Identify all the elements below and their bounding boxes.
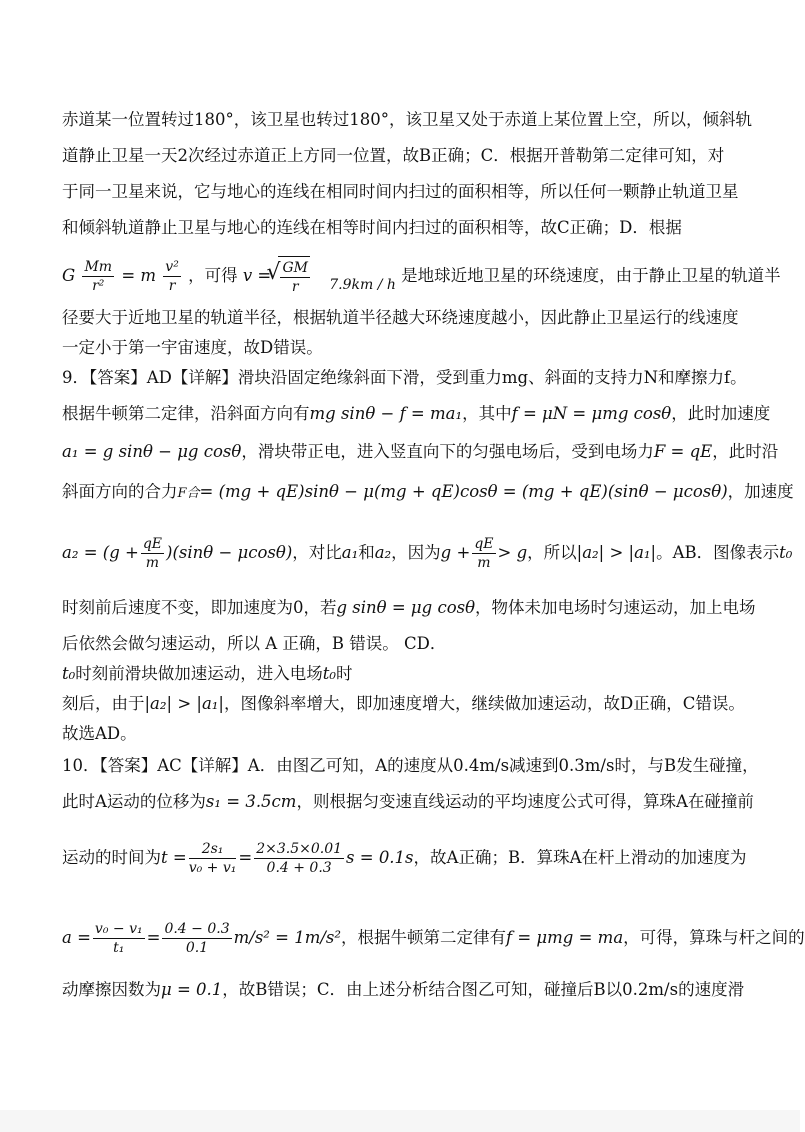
text-line-3: 于同一卫星来说，它与地心的连线在相同时间内扫过的面积相等，所以任何一颗静止轨道卫星	[62, 182, 739, 201]
text-line-13: 时刻前后速度不变，即加速度为0，若g sinθ = μg cosθ，物体未加电场时匀速运动，加上电场	[62, 598, 756, 617]
text-line-15: t₀时刻前滑块做加速运动，进入电场t₀时	[62, 664, 353, 683]
text-line-12: a₂ = (g + $\frac{qE}{m}$ )(sinθ − μcosθ)，对比a₁和a₂，因为g + $\frac{qE}{m}$ > g，所以|a₂| > |a₁|。AB．图像表示t₀	[62, 536, 793, 571]
text-line-21: a = $\frac{\text{v₀ − v₁}}{\text{t₁}}$ = $\frac{0.4 - 0.3}{0.1}$ m/s² = 1m/s²，根据牛顿第二定律有f = μmg = ma，可得，算珠与杆之间的	[62, 921, 805, 956]
text-line-q10: 10．【答案】AC【详解】A．由图乙可知，A的速度从0.4m/s减速到0.3m/s时，与B发生碰撞，	[62, 756, 759, 775]
fraction-v2: $\frac{\text{v²}}{r}$	[165, 259, 179, 294]
text-line-4: 和倾斜轨道静止卫星与地心的连线在相等时间内扫过的面积相等，故C正确；D．根据	[62, 218, 682, 237]
text-line-9: 根据牛顿第二定律，沿斜面方向有mg sinθ − f = ma₁，其中f = μN = μmg cosθ，此时加速度	[62, 404, 771, 423]
formula-G: G	[62, 266, 76, 285]
text-line-20: 运动的时间为t = $\frac{\text{2s₁}}{\text{v₀ + v₁}}$ = $\frac{2\times 3.5\times 0.01}{0.4 + 0.3}$ s = 0.1s，故A正确；B．算珠A在杆上滑动的加速度为	[62, 841, 747, 876]
fraction-Mm: $\frac{Mm}{\text{r²}}$	[84, 259, 113, 294]
text-line-2: 道静止卫星一天2次经过赤道正上方同一位置，故B正确；C．根据开普勒第二定律可知，对	[62, 146, 725, 165]
text-line-14: 后依然会做匀速运动，所以 A 正确，B 错误。 CD．	[62, 634, 447, 653]
formula-line-gravitation: G $\frac{Mm}{\text{r²}}$ = m $\frac{\text{v²}}{r}$ ，可得 v = √ $\frac{GM}{r}$ $_{7.9km / h}$ 是地球近地卫星的环绕速度，由于静止卫星的轨道半	[62, 256, 742, 296]
text-line-q9: 9．【答案】AD【详解】滑块沿固定绝缘斜面下滑，受到重力mg、斜面的支持力N和摩擦力f。	[62, 368, 747, 387]
text-line-11: 斜面方向的合力F合= (mg + qE)sinθ − μ(mg + qE)cosθ = (mg + qE)(sinθ − μcosθ)，加速度	[62, 482, 794, 501]
text-line-6: 径要大于近地卫星的轨道半径，根据轨道半径越大环绕速度越小，因此静止卫星运行的线速度	[62, 308, 739, 327]
text-line-16: 刻后，由于|a₂| > |a₁|，图像斜率增大，即加速度增大，继续做加速运动，故D正确，C错误。	[62, 694, 745, 713]
text-line-19: 此时A运动的位移为s₁ = 3.5cm，则根据匀变速直线运动的平均速度公式可得，算珠A在碰撞前	[62, 792, 754, 811]
text-line-22: 动摩擦因数为μ = 0.1，故B错误；C．由上述分析结合图乙可知，碰撞后B以0.2m/s的速度滑	[62, 980, 745, 999]
text-line-17: 故选AD。	[62, 724, 137, 743]
page-bottom-band	[0, 1110, 800, 1132]
text-line-1: 赤道某一位置转过180°，该卫星也转过180°，该卫星又处于赤道上某位置上空，所以，倾斜轨	[62, 110, 752, 129]
speed-value: 7.9km / h	[329, 277, 396, 293]
sqrt-GM-r: √ $\frac{GM}{r}$	[278, 256, 310, 297]
text-line-7: 一定小于第一宇宙速度，故D错误。	[62, 338, 323, 357]
text-line-10: a₁ = g sinθ − μg cosθ，滑块带正电，进入竖直向下的匀强电场后，受到电场力F = qE，此时沿	[62, 442, 779, 461]
